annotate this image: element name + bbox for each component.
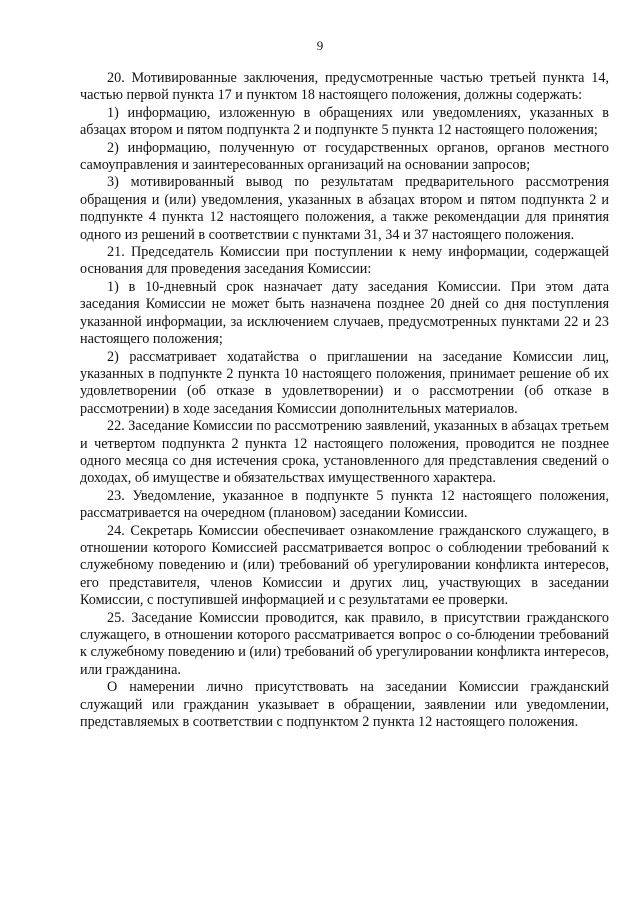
paragraph-21-item-2: 2) рассматривает ходатайства о приглашении на заседание Комиссии лиц, указанных в подпункте 2 пункта 10 настоящего положения, принимает решение об их удовлетворении (об отказе в удовлетворении) и о рассмотрении (об отказе в рассмотрении) в ходе заседания Комиссии дополнительных материалов. — [80, 348, 609, 417]
paragraph-20-item-1: 1) информацию, изложенную в обращениях или уведомлениях, указанных в абзацах втором и пятом подпункта 2 и подпункте 5 пункта 12 настоящего положения; — [80, 104, 609, 139]
paragraph-20-item-2: 2) информацию, полученную от государственных органов, органов местного самоуправления и заинтересованных организаций на основании запросов; — [80, 139, 609, 174]
paragraph-21-item-1: 1) в 10-дневный срок назначает дату заседания Комиссии. При этом дата заседания Комиссии не может быть назначена позднее 20 дней со дня поступления указанной информации, за исключением случаев, предусмотренных пунктами 22 и 23 настоящего положения; — [80, 278, 609, 348]
paragraph-25: 25. Заседание Комиссии проводится, как правило, в присутствии гражданского служащего, в отношении которого рассматривается вопрос о со-блюдении требований к служебному поведению и (или) требований об урегулировании конфликта интересов, или гражданина. — [80, 609, 609, 678]
paragraph-22: 22. Заседание Комиссии по рассмотрению заявлений, указанных в абзацах третьем и четвертом подпункта 2 пункта 12 настоящего положения, проводится не позднее одного месяца со дня истечения срока, установленного для представления сведений о доходах, об имуществе и обязательствах имущественного характера. — [80, 418, 609, 487]
paragraph-21: 21. Председатель Комиссии при поступлении к нему информации, содержащей основания для проведения заседания Комиссии: — [80, 244, 609, 278]
paragraph-23: 23. Уведомление, указанное в подпункте 5 пункта 12 настоящего положения, рассматривается на очередном (плановом) заседании Комиссии. — [80, 487, 609, 522]
document-body — [80, 70, 609, 731]
page-number: 9 — [316, 38, 324, 53]
paragraph-20-item-3: 3) мотивированный вывод по результатам предварительного рассмотрения обращения и (или) уведомления, указанных в абзацах втором и пятом подпункта 2 и подпункте 4 пункта 12 настоящего положения, а также рекомендации для принятия одного из решений в соответствии с пунктами 31, 34 и 37 настоящего положения. — [80, 174, 609, 243]
paragraph-25-continuation: О намерении лично присутствовать на заседании Комиссии гражданский служащий или гражданин указывает в обращении, заявлении или уведомлении, представляемых в соответствии с подпунктом 2 пункта 12 настоящего положения. — [80, 679, 609, 731]
paragraph-24: 24. Секретарь Комиссии обеспечивает ознакомление гражданского служащего, в отношении которого Комиссией рассматривается вопрос о соблюдении требований к служебному поведению и (или) требований об урегулировании конфликта интересов, его представителя, членов Комиссии и других лиц, участвующих в заседании Комиссии, с поступившей информацией и с результатами ее проверки. — [80, 522, 609, 609]
paragraph-20: 20. Мотивированные заключения, предусмотренные частью третьей пункта 14, частью первой пункта 17 и пунктом 18 настоящего положения, должны содержать: — [80, 70, 609, 104]
